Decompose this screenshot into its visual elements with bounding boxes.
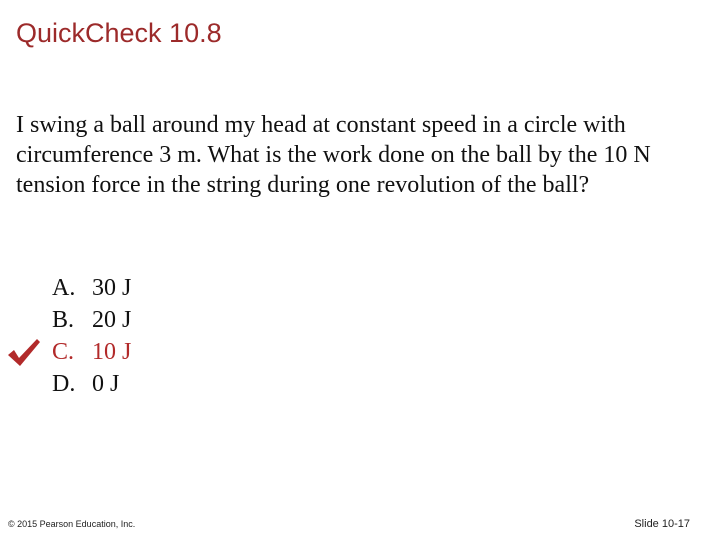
answer-letter: D. bbox=[52, 371, 76, 397]
answer-option-a[interactable] bbox=[52, 272, 131, 304]
answer-letter: C. bbox=[52, 339, 75, 365]
answer-letter: B. bbox=[52, 307, 75, 333]
answer-option-d[interactable] bbox=[52, 368, 131, 400]
answer-text: 20 J bbox=[92, 307, 132, 333]
answer-text: 0 J bbox=[92, 371, 120, 397]
footer-slide-number: Slide 10-17 bbox=[634, 518, 690, 530]
answer-text: 30 J bbox=[92, 275, 132, 301]
answer-letter: A. bbox=[52, 275, 76, 301]
question-text: I swing a ball around my head at constant speed in a circle with circumference 3 m. What is the work done on the ball by the 10 N tension force in the string during one revolution of the ball? bbox=[16, 112, 651, 198]
checkmark-icon bbox=[6, 336, 42, 368]
answer-option-b[interactable] bbox=[52, 304, 131, 336]
footer-copyright: © 2015 Pearson Education, Inc. bbox=[8, 519, 136, 529]
slide-title: QuickCheck 10.8 bbox=[16, 18, 222, 48]
answer-option-c[interactable] bbox=[52, 336, 131, 368]
answer-text: 10 J bbox=[92, 339, 132, 365]
answer-list bbox=[52, 272, 131, 400]
